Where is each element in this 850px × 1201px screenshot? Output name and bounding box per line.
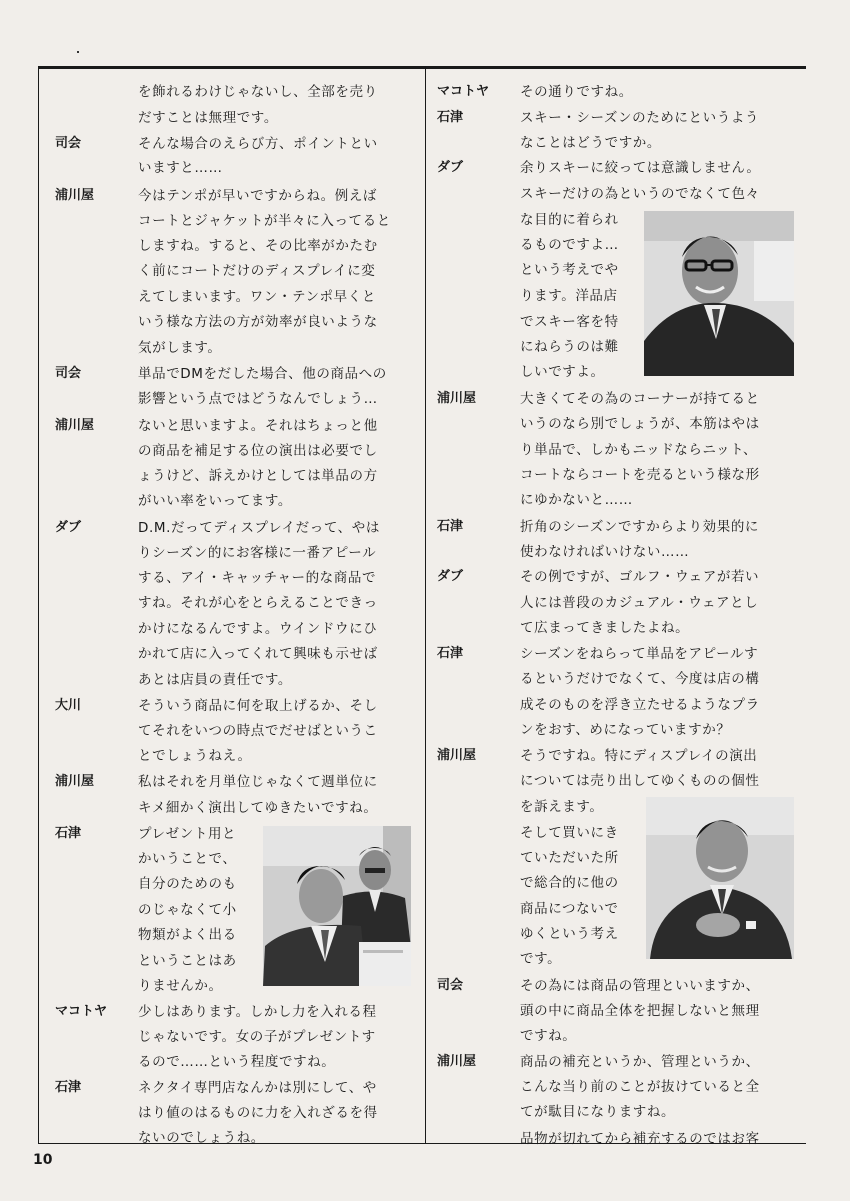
speaker-label: 石津: [437, 110, 464, 125]
text-line: 余りスキーに絞っては意識しません。: [520, 160, 761, 176]
text-line: 大きくてその為のコーナーが持てると: [520, 391, 760, 407]
speck: [77, 51, 79, 53]
text-line: るので……という程度ですね。: [138, 1054, 336, 1070]
text-line: ないのでしょうね。: [138, 1130, 265, 1146]
text-line: しますね。すると、その比率がかたむ: [138, 238, 378, 254]
text-line: シーズンをねらって単品をアピールす: [520, 646, 759, 662]
photo-two-men: [263, 826, 411, 986]
speaker-label: 石津: [437, 519, 464, 534]
text-line: という考えでや: [520, 262, 619, 278]
speaker-label: 浦川屋: [55, 418, 95, 433]
text-line: 品物が切れてから補充するのではお客: [520, 1131, 760, 1147]
text-line: です。: [520, 951, 562, 967]
text-line: りませんか。: [138, 978, 223, 994]
text-line: しいですよ。: [520, 364, 605, 380]
text-line: 単品でDMをだした場合、他の商品への: [138, 366, 387, 382]
text-line: する、アイ・キャッチャー的な商品で: [138, 570, 377, 586]
text-line: ということはあ: [138, 953, 237, 969]
text-line: プレゼント用と: [138, 826, 237, 842]
text-line: で総合的に他の: [520, 875, 619, 891]
text-line: だすことは無理です。: [138, 110, 278, 126]
text-line: な目的に着られ: [520, 212, 619, 228]
text-line: その例ですが、ゴルフ・ウェアが若い: [520, 569, 760, 585]
text-line: じゃないです。女の子がプレゼントす: [138, 1029, 376, 1045]
text-line: の商品を補足する位の演出は必要でし: [138, 443, 378, 459]
text-line: いますと……: [138, 160, 223, 176]
photo-man-with-glasses: [644, 211, 794, 376]
text-line: コートならコートを売るという様な形: [520, 467, 760, 483]
text-line: を訴えます。: [520, 799, 604, 815]
text-line: キメ細かく演出してゆきたいですね。: [138, 800, 378, 816]
text-line: スキー・シーズンのためにというよう: [520, 110, 760, 126]
text-line: 商品につないで: [520, 901, 619, 917]
speaker-label: ダブ: [55, 520, 82, 535]
text-line: はり値のはるものに力を入れざるを得: [138, 1105, 378, 1121]
text-line: かれて店に入ってくれて興味も示せば: [138, 646, 378, 662]
text-line: 頭の中に商品全体を把握しないと無理: [520, 1003, 760, 1019]
text-line: コートとジャケットが半々に入ってると: [138, 213, 391, 229]
text-line: ります。洋品店: [520, 288, 618, 304]
text-line: ネクタイ専門店なんかは別にして、や: [138, 1080, 377, 1096]
text-line: いう様な方法の方が効率が良いような: [138, 314, 378, 330]
page-number: 10: [33, 1152, 53, 1168]
text-line: 今はテンポが早いですからね。例えば: [138, 188, 378, 204]
text-line: D.M.だってディスプレイだって、やは: [138, 520, 380, 536]
text-line: 自分のためのも: [138, 876, 237, 892]
text-line: く前にコートだけのディスプレイに変: [138, 263, 376, 279]
speaker-label: 司会: [55, 136, 82, 151]
speaker-label: 浦川屋: [437, 748, 477, 763]
left-margin-rule: [38, 69, 39, 1143]
speaker-label: 浦川屋: [55, 188, 95, 203]
text-line: そして買いにき: [520, 825, 619, 841]
speaker-label: ダブ: [437, 569, 464, 584]
speaker-label: 石津: [437, 646, 464, 661]
text-line: ンをおす、めになっていますか？: [520, 722, 731, 738]
text-line: なことはどうですか。: [520, 135, 661, 151]
text-line: 私はそれを月単位じゃなくて週単位に: [138, 774, 378, 790]
speaker-label: 司会: [55, 366, 82, 381]
text-line: かけになるんですよ。ウインドウにひ: [138, 621, 378, 637]
photo-man-clasping-hands: [646, 797, 794, 959]
text-line: を飾れるわけじゃないし、全部を売り: [138, 84, 378, 100]
speaker-label: 石津: [55, 1080, 82, 1095]
text-line: り単品で、しかもニッドならニット、: [520, 442, 758, 458]
text-line: 使わなければいけない……: [520, 544, 690, 560]
text-line: ていただいた所: [520, 850, 619, 866]
text-line: がいい率をいってます。: [138, 493, 293, 509]
speaker-label: ダブ: [437, 160, 464, 175]
text-line: のじゃなくて小: [138, 902, 237, 918]
text-line: ですね。: [520, 1028, 577, 1044]
text-line: てそれをいつの時点でだせばというこ: [138, 723, 378, 739]
text-line: 影響という点ではどうなんでしょう…: [138, 391, 378, 407]
top-rule: [38, 66, 806, 69]
speaker-label: 浦川屋: [437, 1054, 477, 1069]
speaker-label: 浦川屋: [437, 391, 477, 406]
text-line: あとは店員の責任です。: [138, 672, 293, 688]
text-line: るというだけでなくて、今度は店の構: [520, 671, 760, 687]
speaker-label: 大川: [55, 698, 82, 713]
text-line: 少しはあります。しかし力を入れる程: [138, 1004, 377, 1020]
text-line: えてしまいます。ワン・テンポ早くと: [138, 289, 376, 305]
text-line: りシーズン的にお客様に一番アピール: [138, 545, 377, 561]
text-line: スキーだけの為というのでなくて色々: [520, 186, 760, 202]
text-line: 成そのものを浮き立たせるようなプラ: [520, 697, 760, 713]
text-line: とでしょうねえ。: [138, 748, 252, 764]
text-line: て広まってきましたよね。: [520, 620, 690, 636]
speaker-label: マコトヤ: [55, 1004, 108, 1019]
speaker-label: 石津: [55, 826, 82, 841]
text-line: るものですよ…: [520, 237, 619, 253]
text-line: 商品の補充というか、管理というか、: [520, 1054, 760, 1070]
text-line: そういう商品に何を取上げるか、そし: [138, 698, 378, 714]
text-line: ないと思いますよ。それはちょっと他: [138, 418, 378, 434]
text-line: については売り出してゆくものの個性: [520, 773, 760, 789]
text-line: その為には商品の管理といいますか、: [520, 978, 760, 994]
text-line: ゆくという考え: [520, 926, 619, 942]
text-line: にねらうのは難: [520, 339, 619, 355]
text-line: すね。それが心をとらえることできっ: [138, 595, 378, 611]
text-line: その通りですね。: [520, 84, 633, 100]
text-line: 折角のシーズンですからより効果的に: [520, 519, 760, 535]
text-line: ょうけど、訴えかけとしては単品の方: [138, 468, 378, 484]
text-line: 物類がよく出る: [138, 927, 237, 943]
text-line: いうのなら別でしょうが、本筋はやは: [520, 416, 760, 432]
text-line: こんな当り前のことが抜けていると全: [520, 1079, 760, 1095]
text-line: 気がします。: [138, 340, 222, 356]
text-line: そんな場合のえらび方、ポイントとい: [138, 136, 378, 152]
text-line: てが駄目になりますね。: [520, 1104, 676, 1120]
speaker-label: マコトヤ: [437, 84, 490, 99]
text-line: かいうことで、: [138, 851, 237, 867]
speaker-label: 浦川屋: [55, 774, 95, 789]
text-line: そうですね。特にディスプレイの演出: [520, 748, 758, 764]
text-line: でスキー客を特: [520, 314, 619, 330]
text-line: 人には普段のカジュアル・ウェアとし: [520, 595, 759, 611]
speaker-label: 司会: [437, 978, 464, 993]
column-divider: [425, 69, 426, 1143]
text-line: にゆかないと……: [520, 492, 633, 508]
